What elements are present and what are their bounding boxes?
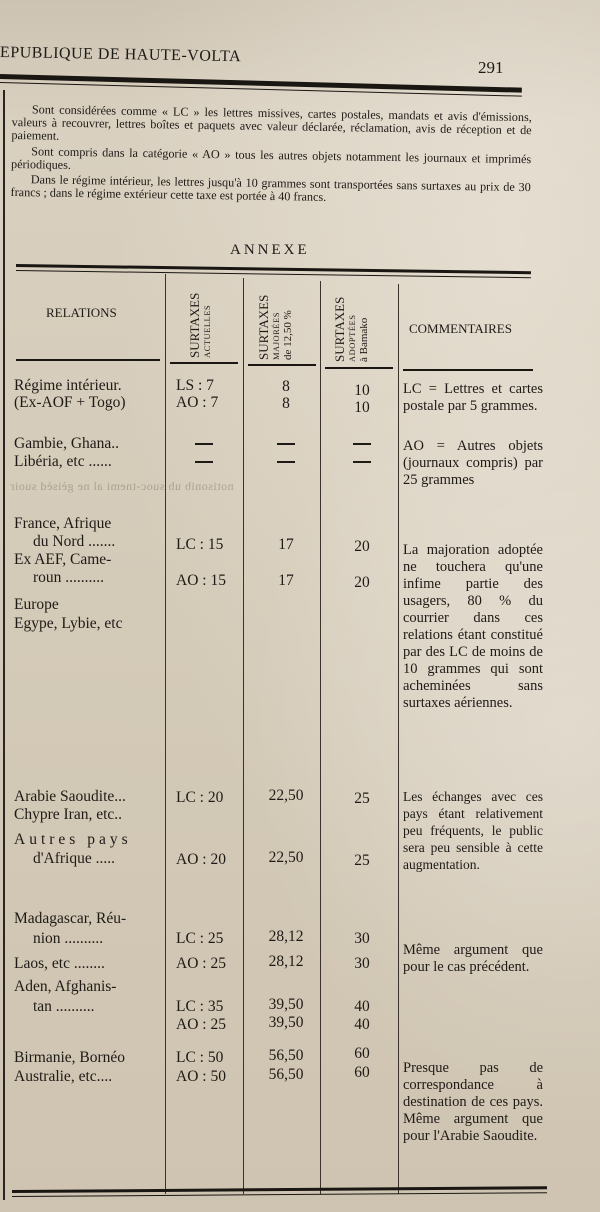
dash [195, 443, 213, 445]
header-main: SURTAXES [256, 294, 271, 360]
header-underline [16, 359, 160, 361]
header-sub2: de 12,50 % [282, 310, 294, 360]
bleed-through-text: notisonib ub suoc-tnemi al ne gèisèd suoir [10, 479, 234, 493]
relation-cell: Chypre Iran, etc.. [14, 806, 123, 823]
dash [353, 461, 371, 463]
comment-presque-pas: Presque pas de correspondance à destination de ces pays. Même argument que pour l'Arabie Saoudite. [403, 1060, 543, 1144]
adoptees-cell: 40 [354, 1016, 370, 1033]
adoptees-cell: 30 [354, 955, 370, 972]
comment-ao-definition: AO = Autres objets (journaux compris) par 25 grammes [403, 438, 543, 488]
majorees-cell: 8 [282, 378, 290, 395]
majorees-cell: 22,50 [268, 787, 304, 804]
header-sub: ACTUELLES [202, 304, 212, 358]
actuelles-cell [195, 453, 213, 470]
adoptees-cell: 25 [354, 852, 370, 869]
column-header-actuelles [188, 293, 213, 358]
actuelles-cell: LC : 35 [176, 998, 224, 1015]
adoptees-cell: 60 [354, 1045, 370, 1062]
relation-cell: Europe [14, 596, 59, 613]
column-header-majorees [257, 295, 294, 360]
relation-cell: du Nord ....... [33, 533, 116, 550]
actuelles-cell: AO : 25 [176, 1016, 226, 1033]
adoptees-cell [337, 435, 387, 452]
intro-paragraph: Dans le régime intérieur, les lettres jusqu'à 10 grammes sont transportées sans surtaxes au prix de 30 francs ; dans le régime extérieur cette taxe est portée à 40 francs. [10, 172, 531, 205]
majorees-cell: 28,12 [268, 928, 304, 945]
actuelles-cell: LC : 50 [176, 1049, 224, 1066]
dash [277, 461, 295, 463]
majorees-cell: 56,50 [268, 1066, 304, 1083]
actuelles-cell: LC : 20 [176, 789, 224, 806]
comment-meme-argument: Même argument que pour le cas précédent. [403, 942, 543, 975]
dash [353, 443, 371, 445]
header-underline [403, 369, 533, 371]
adoptees-cell: 20 [354, 574, 370, 591]
column-divider [165, 274, 166, 1194]
relation-cell: Libéria, etc ...... [14, 453, 112, 470]
relation-cell: Autres pays [14, 831, 132, 848]
adoptees-cell: 10 [354, 399, 370, 416]
relation-cell: Australie, etc.... [14, 1068, 113, 1085]
margin-line [3, 90, 5, 1200]
actuelles-cell [195, 435, 213, 452]
adoptees-cell: 25 [354, 790, 370, 807]
adoptees-cell: 60 [354, 1064, 370, 1081]
column-divider [398, 284, 399, 1194]
header-sub2: à Bamako [358, 317, 370, 362]
intro-paragraph: Sont compris dans la catégorie « AO » tous les autres objets notamment les journaux et imprimés périodiques. [10, 143, 532, 172]
majorees-cell: 28,12 [268, 953, 304, 970]
adoptees-cell: 20 [354, 538, 370, 555]
header-underline [248, 364, 316, 366]
intro-text [10, 103, 531, 210]
majorees-cell: 39,50 [268, 996, 304, 1013]
majorees-cell: 8 [282, 395, 290, 412]
actuelles-cell: AO : 15 [176, 572, 226, 589]
relation-cell: Arabie Saoudite... [14, 788, 126, 805]
relation-cell: Ex AEF, Came- [14, 551, 112, 568]
relation-cell: Gambie, Ghana.. [14, 435, 120, 452]
column-divider [243, 278, 244, 1194]
adoptees-cell: 30 [354, 930, 370, 947]
actuelles-cell: AO : 50 [176, 1068, 226, 1085]
adoptees-cell [337, 453, 387, 470]
comment-lc-definition: LC = Lettres et cartes postale par 5 grammes. [403, 381, 543, 414]
relation-cell: d'Afrique ..... [33, 850, 115, 867]
running-title: EPUBLIQUE DE HAUTE-VOLTA [0, 44, 242, 66]
majorees-cell: 17 [278, 572, 294, 589]
actuelles-cell: AO : 20 [176, 851, 226, 868]
relation-cell: tan .......... [33, 998, 95, 1015]
relation-cell: Aden, Afghanis- [14, 978, 117, 995]
relation-cell: (Ex-AOF + Togo) [14, 394, 126, 411]
comment-echanges: Les échanges avec ces pays étant relativement peu fréquents, le public sera peu sensible à cette augmentation. [403, 789, 543, 872]
table-bottom-rule-thin [12, 1192, 547, 1197]
header-main: SURTAXES [332, 296, 347, 362]
header-sub: MAJORÉES [271, 312, 281, 360]
majorees-cell: 22,50 [268, 849, 304, 866]
column-header-adoptees [333, 297, 370, 362]
header-main: SURTAXES [187, 292, 202, 358]
relation-cell: Birmanie, Bornéo [14, 1049, 126, 1066]
adoptees-cell: 10 [354, 382, 370, 399]
actuelles-cell: AO : 25 [176, 955, 226, 972]
header-underline [170, 362, 238, 364]
dash [277, 443, 295, 445]
actuelles-cell: LC : 25 [176, 930, 224, 947]
majorees-cell [251, 435, 321, 452]
page-number: 291 [478, 58, 504, 77]
majorees-cell: 39,50 [268, 1014, 304, 1031]
relation-cell: Madagascar, Réu- [14, 910, 127, 927]
actuelles-cell: LC : 15 [176, 536, 224, 553]
majorees-cell: 17 [278, 536, 294, 553]
dash [195, 461, 213, 463]
majorees-cell [251, 453, 321, 470]
actuelles-cell: AO : 7 [176, 394, 219, 411]
annexe-title: ANNEXE [230, 242, 310, 258]
relation-cell: Laos, etc ........ [14, 955, 105, 972]
header-underline [325, 367, 393, 369]
relation-cell: Régime intérieur. [14, 377, 122, 394]
relation-cell: roun .......... [33, 569, 105, 586]
comment-majoration: La majoration adoptée ne touchera qu'une infime partie des usagers, 80 % du courrier dans ces relations étant constitué par des LC de moins de 10 grammes qui sont acheminées sans surtaxes aériennes. [403, 542, 543, 711]
column-header-commentaires: COMMENTAIRES [409, 321, 512, 336]
relation-cell: France, Afrique [14, 515, 112, 532]
intro-paragraph: Sont considérées comme « LC » les lettres missives, cartes postales, mandats et avis d'émissions, valeurs à recouvrer, lettres boîtes et paquets avec valeur déclarée, réclamation, avis de réception et de paiement. [11, 102, 532, 144]
relation-cell: nion .......... [33, 930, 104, 947]
header-sub: ADOPTÉES [347, 314, 357, 362]
relation-cell: Egype, Lybie, etc [14, 615, 123, 632]
column-header-relations: RELATIONS [46, 305, 117, 320]
majorees-cell: 56,50 [268, 1047, 304, 1064]
adoptees-cell: 40 [354, 998, 370, 1015]
actuelles-cell: LS : 7 [176, 377, 214, 394]
